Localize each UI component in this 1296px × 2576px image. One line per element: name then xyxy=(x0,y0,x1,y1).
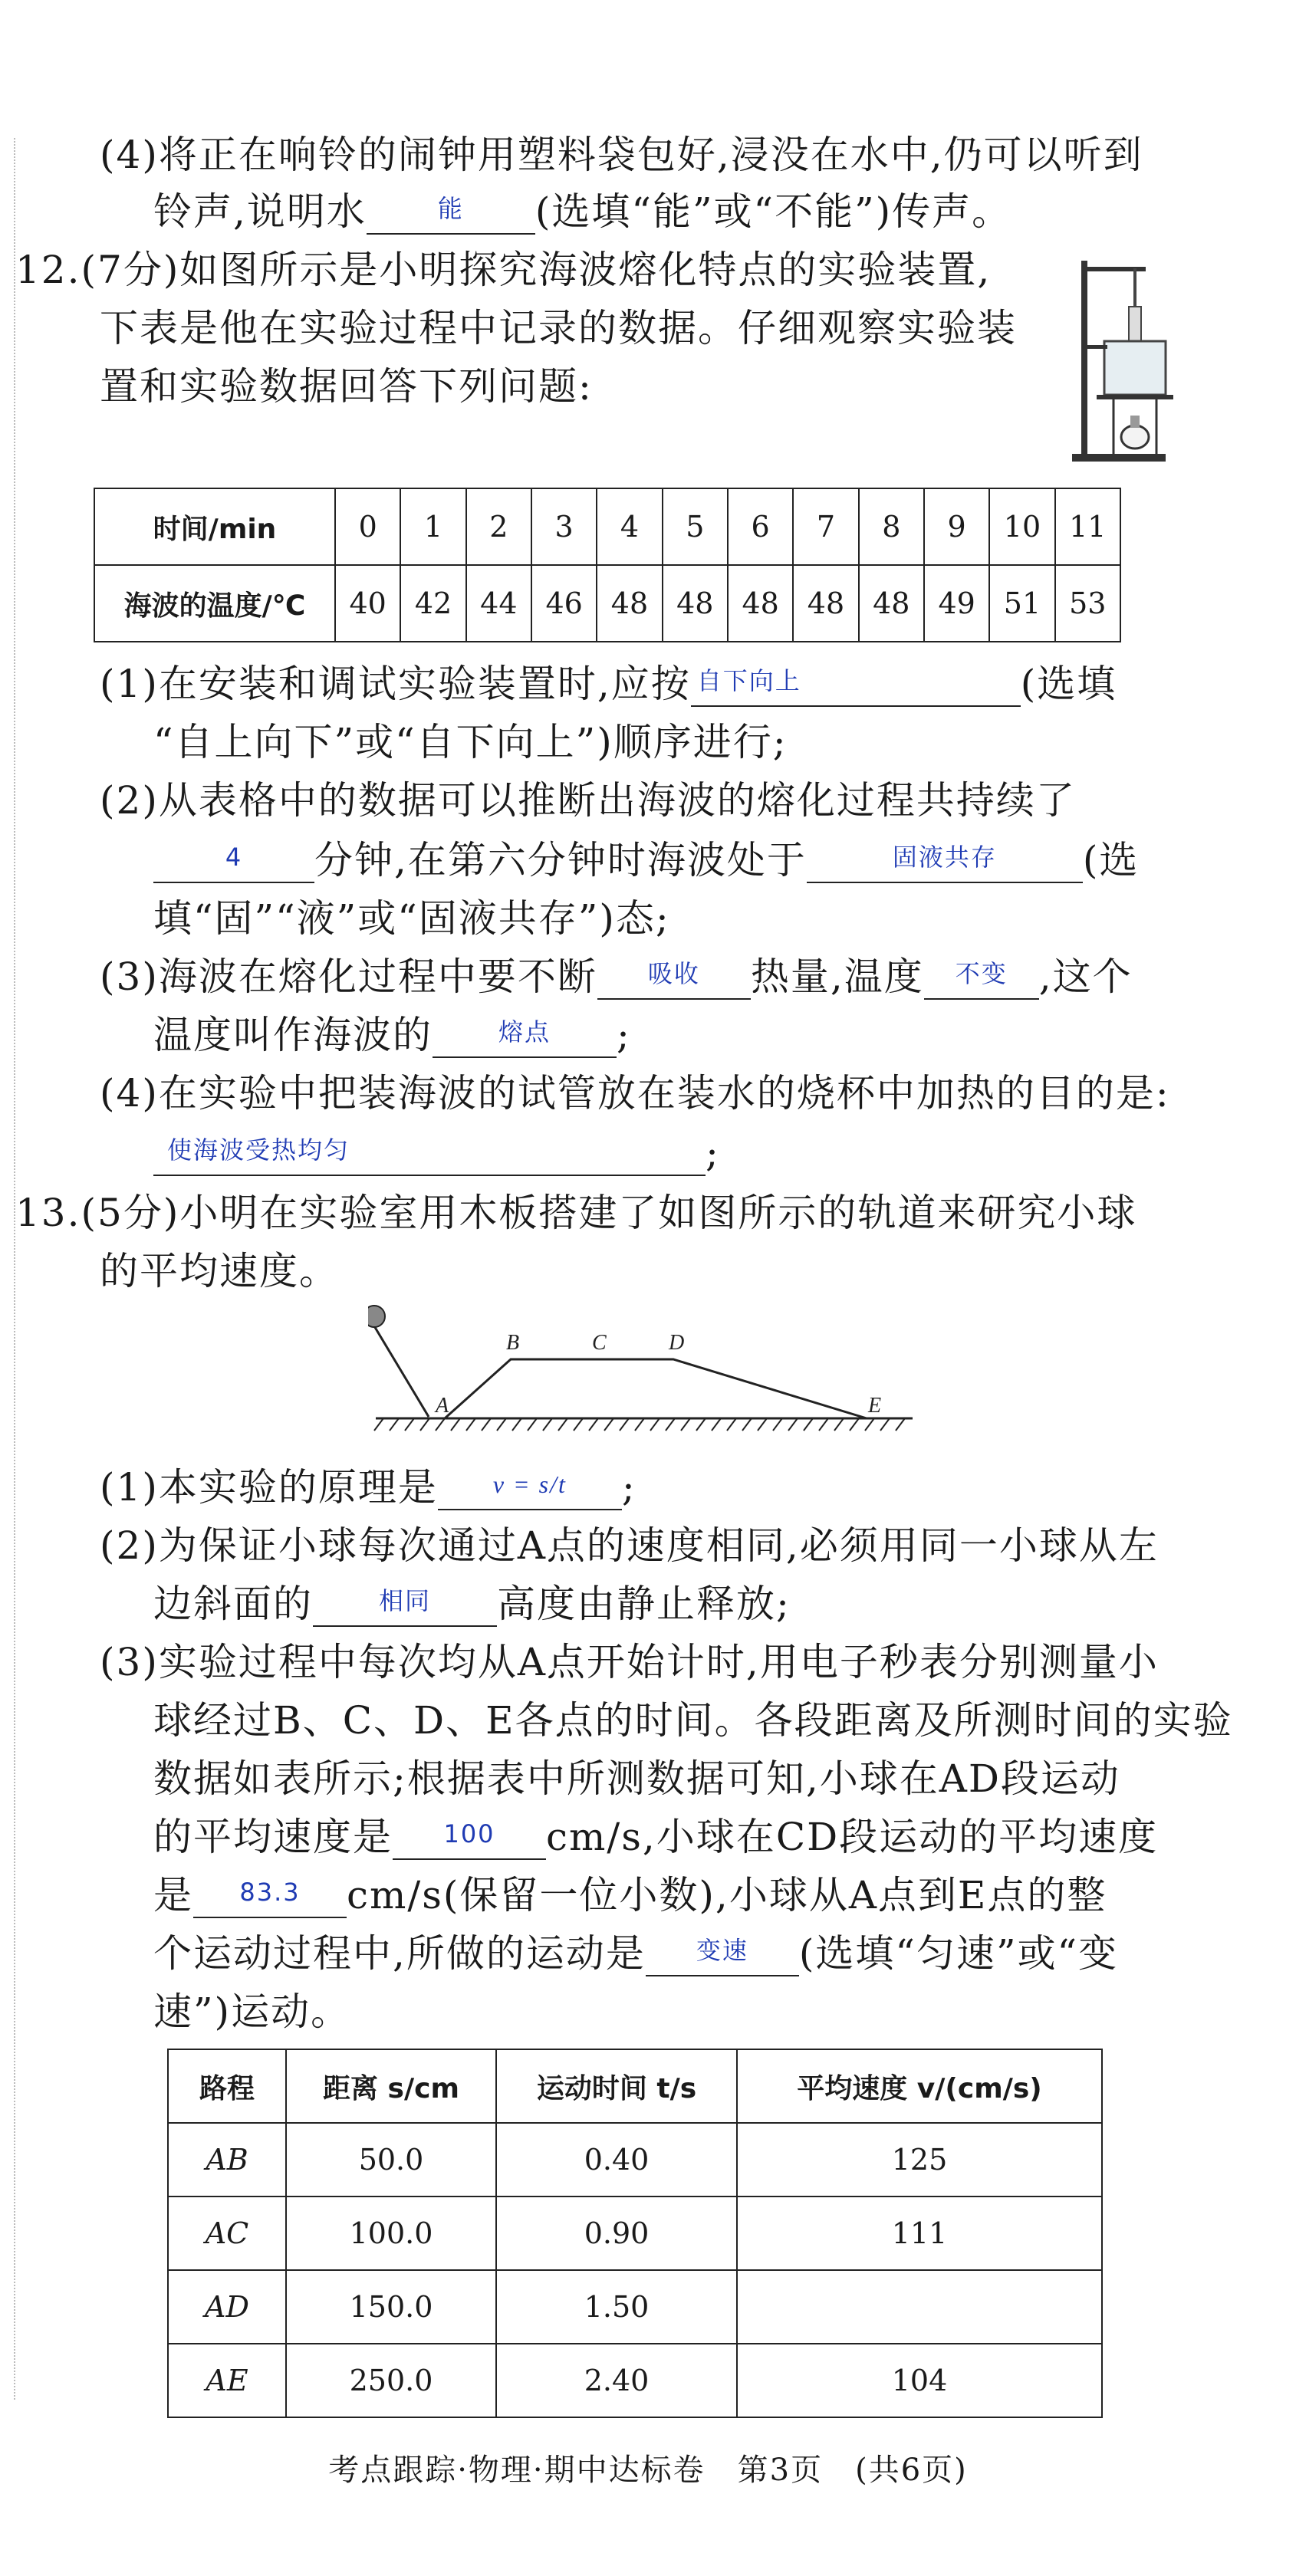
table-cell: 125 xyxy=(737,2123,1102,2196)
track-label-e: E xyxy=(868,1394,882,1418)
q11-item4-line1: (4)将正在响铃的闹钟用塑料袋包好,浸没在水中,仍可以听到 xyxy=(100,133,1143,177)
q12-s2-answer2: 固液共存 xyxy=(892,843,997,872)
track-label-b: B xyxy=(506,1331,520,1355)
table-cell: AC xyxy=(168,2196,286,2270)
table-cell: 0.90 xyxy=(496,2196,737,2270)
q13-s3-answer2: 83.3 xyxy=(239,1878,301,1907)
table-cell: 11 xyxy=(1055,488,1120,565)
q12-s4-blank xyxy=(153,1132,706,1176)
table-cell: 46 xyxy=(531,565,597,642)
melting-apparatus-figure xyxy=(1066,253,1173,464)
q13-s2-line1: (2)为保证小球每次通过A点的速度相同,必须用同一小球从左 xyxy=(100,1523,1159,1568)
q13-s1-answer: v = s/t xyxy=(492,1470,567,1498)
table-cell: 104 xyxy=(737,2344,1102,2417)
q13-s1-line xyxy=(100,1464,636,1510)
table-row xyxy=(168,2196,1102,2270)
q12-s1-line2: “自上向下”或“自下向上”)顺序进行; xyxy=(153,720,788,764)
q12-s3-answer3: 熔点 xyxy=(498,1017,551,1046)
table-cell: 42 xyxy=(400,565,465,642)
q12-s3-line1 xyxy=(100,954,1133,1000)
table-cell: 0 xyxy=(335,488,400,565)
table-row xyxy=(168,2270,1102,2344)
table-cell: 3 xyxy=(531,488,597,565)
table-row xyxy=(168,2123,1102,2196)
q12-s2-blank1 xyxy=(153,839,314,883)
table-cell: 2 xyxy=(466,488,531,565)
table-cell: 44 xyxy=(466,565,531,642)
q11-item4-answer: 能 xyxy=(437,194,464,223)
q13-data-table xyxy=(167,2049,1103,2418)
track-label-d: D xyxy=(669,1331,685,1355)
q12-s4-post: ; xyxy=(706,1131,720,1175)
table-cell: 5 xyxy=(663,488,728,565)
q12-s1-post: (选填 xyxy=(1020,662,1117,706)
table-header-temperature: 海波的温度/℃ xyxy=(94,565,335,642)
q12-s2-blank2 xyxy=(807,839,1083,883)
q11-item4-pre: 铃声,说明水 xyxy=(153,189,367,234)
binding-margin-line xyxy=(14,138,15,2400)
q13-s1-pre: (1)本实验的原理是 xyxy=(100,1465,438,1510)
q12-s1-pre: (1)在安装和调试实验装置时,应按 xyxy=(100,662,691,706)
table-cell: AD xyxy=(168,2270,286,2344)
q13-s3-blank2 xyxy=(193,1874,347,1918)
table-cell: 48 xyxy=(859,565,924,642)
q12-s2-line2 xyxy=(153,837,1139,883)
table-cell: 10 xyxy=(989,488,1054,565)
q13-s3-line5 xyxy=(153,1872,1107,1918)
table-cell: 48 xyxy=(793,565,858,642)
q13-s2-blank xyxy=(313,1582,497,1627)
q12-s1-answer: 自下向上 xyxy=(696,666,801,695)
table-header-time: 运动时间 t/s xyxy=(496,2049,737,2123)
q11-item4-line2 xyxy=(153,189,1011,235)
q13-s3-line4-post: cm/s,小球在CD段运动的平均速度 xyxy=(546,1815,1159,1859)
table-header-time: 时间/min xyxy=(94,488,335,565)
table-row xyxy=(94,488,1120,565)
q12-s3-line2 xyxy=(153,1012,631,1058)
table-cell: 4 xyxy=(597,488,662,565)
table-cell: 50.0 xyxy=(286,2123,496,2196)
table-header-distance: 距离 s/cm xyxy=(286,2049,496,2123)
q12-s2-line1: (2)从表格中的数据可以推断出海波的熔化过程共持续了 xyxy=(100,778,1076,823)
q13-s3-answer1: 100 xyxy=(443,1819,495,1848)
q12-s3-pre: (3)海波在熔化过程中要不断 xyxy=(100,955,597,999)
q13-s3-line4-pre: 的平均速度是 xyxy=(153,1815,393,1859)
page-footer: 考点跟踪·物理·期中达标卷 第3页 (共6页) xyxy=(328,2453,968,2488)
q12-s3-answer1: 吸收 xyxy=(647,959,700,988)
q12-s2-post: (选 xyxy=(1082,838,1140,882)
q13-s3-line6 xyxy=(153,1930,1118,1976)
q13-intro-line1: 13.(5分)小明在实验室用木板搭建了如图所示的轨道来研究小球 xyxy=(15,1191,1137,1235)
q12-s2-mid: 分钟,在第六分钟时海波处于 xyxy=(314,838,807,882)
q12-intro-line2: 下表是他在实验过程中记录的数据。仔细观察实验装 xyxy=(100,306,1017,350)
table-cell: 150.0 xyxy=(286,2270,496,2344)
q12-s3-blank1 xyxy=(597,955,751,1000)
table-cell: AE xyxy=(168,2344,286,2417)
q12-s2-answer1: 4 xyxy=(225,843,243,872)
table-header-path: 路程 xyxy=(168,2049,286,2123)
table-cell: 9 xyxy=(924,488,989,565)
q13-s3-line1: (3)实验过程中每次均从A点开始计时,用电子秒表分别测量小 xyxy=(100,1640,1159,1684)
table-cell: 0.40 xyxy=(496,2123,737,2196)
q13-s2-post: 高度由静止释放; xyxy=(497,1582,791,1626)
q13-s3-line7: 速”)运动。 xyxy=(153,1990,351,2034)
table-cell: 48 xyxy=(597,565,662,642)
q13-s3-line6-pre: 个运动过程中,所做的运动是 xyxy=(153,1931,646,1976)
table-header-speed: 平均速度 v/(cm/s) xyxy=(737,2049,1102,2123)
q13-s3-line3: 数据如表所示;根据表中所测数据可知,小球在AD段运动 xyxy=(153,1756,1120,1801)
table-cell: 250.0 xyxy=(286,2344,496,2417)
table-row xyxy=(168,2344,1102,2417)
q13-s2-answer: 相同 xyxy=(378,1586,431,1615)
q12-s3-post: ,这个 xyxy=(1038,955,1133,999)
q13-s3-blank1 xyxy=(393,1815,546,1860)
track-figure xyxy=(368,1303,920,1441)
table-cell: 49 xyxy=(924,565,989,642)
table-cell: 111 xyxy=(737,2196,1102,2270)
q12-s1-blank xyxy=(691,662,1021,707)
table-cell: 53 xyxy=(1055,565,1120,642)
q11-item4-post: (选填“能”或“不能”)传声。 xyxy=(535,189,1012,234)
q13-intro-line2: 的平均速度。 xyxy=(100,1249,339,1293)
q13-s2-line2 xyxy=(153,1581,791,1627)
q12-s3-mid: 热量,温度 xyxy=(750,955,924,999)
q13-s1-blank xyxy=(438,1466,622,1510)
table-cell: 48 xyxy=(728,565,793,642)
q13-s3-line6-post: (选填“匀速”或“变 xyxy=(798,1931,1119,1976)
table-cell: 51 xyxy=(989,565,1054,642)
q12-data-table xyxy=(94,488,1121,642)
table-cell: 100.0 xyxy=(286,2196,496,2270)
table-cell: 1 xyxy=(400,488,465,565)
q12-intro-line3: 置和实验数据回答下列问题: xyxy=(100,364,593,409)
q13-s3-line4 xyxy=(153,1814,1158,1860)
table-cell: 48 xyxy=(663,565,728,642)
q13-s3-blank3 xyxy=(646,1932,799,1976)
table-cell: 7 xyxy=(793,488,858,565)
q12-s4-line1: (4)在实验中把装海波的试管放在装水的烧杯中加热的目的是: xyxy=(100,1071,1170,1116)
q12-s3-blank2 xyxy=(924,955,1039,1000)
table-cell: 6 xyxy=(728,488,793,565)
q11-item4-blank xyxy=(367,190,535,235)
q13-s3-line5-post: cm/s(保留一位小数),小球从A点到E点的整 xyxy=(347,1873,1107,1917)
q12-s1-line1 xyxy=(100,661,1117,707)
table-cell: 8 xyxy=(859,488,924,565)
table-cell xyxy=(737,2270,1102,2344)
q12-s3-blank3 xyxy=(433,1014,617,1058)
q13-s3-answer3: 变速 xyxy=(696,1936,748,1965)
table-cell: 2.40 xyxy=(496,2344,737,2417)
table-cell: 40 xyxy=(335,565,400,642)
q12-s3-answer2: 不变 xyxy=(955,959,1008,988)
track-label-a: A xyxy=(436,1394,449,1418)
q12-s4-answer: 使海波受热均匀 xyxy=(167,1135,350,1165)
q12-s4-line2 xyxy=(153,1130,720,1176)
q13-s2-pre: 边斜面的 xyxy=(153,1582,313,1626)
q12-s3-line2-post: ; xyxy=(617,1013,631,1057)
q13-s3-line5-pre: 是 xyxy=(153,1873,193,1917)
q13-s3-line2: 球经过B、C、D、E各点的时间。各段距离及所测时间的实验 xyxy=(153,1698,1233,1743)
table-row xyxy=(168,2049,1102,2123)
table-cell: AB xyxy=(168,2123,286,2196)
table-cell: 1.50 xyxy=(496,2270,737,2344)
q13-s1-post: ; xyxy=(621,1465,636,1510)
q12-intro-line1: 12.(7分)如图所示是小明探究海波熔化特点的实验装置, xyxy=(15,248,992,292)
track-label-c: C xyxy=(592,1331,607,1355)
table-row xyxy=(94,565,1120,642)
q12-s3-line2-pre: 温度叫作海波的 xyxy=(153,1013,433,1057)
q12-s2-line3: 填“固”“液”或“固液共存”)态; xyxy=(153,896,670,941)
